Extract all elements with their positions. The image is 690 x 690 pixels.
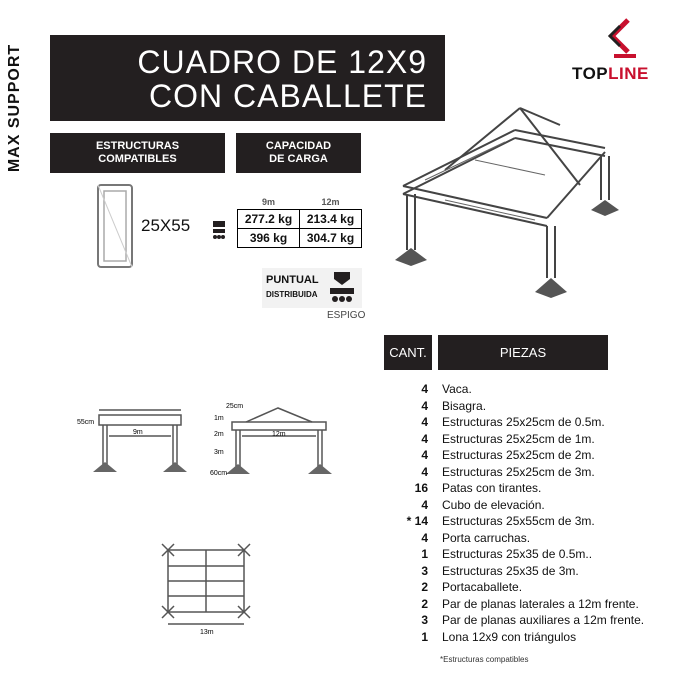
list-item [384, 629, 684, 646]
part-quantity: 4 [421, 530, 428, 545]
part-name: Estructuras 25x55cm de 3m. [442, 514, 595, 528]
part-name: Par de planas laterales a 12m frente. [442, 596, 639, 611]
header-piezas: PIEZAS [438, 335, 608, 370]
part-name: Vaca. [442, 382, 472, 396]
part-name: Estructuras 25x25cm de 1m. [442, 431, 595, 446]
puntual-label: PUNTUAL [266, 274, 319, 286]
title-line-2: CON CABALLETE [149, 78, 427, 114]
list-item [384, 513, 684, 530]
part-quantity: 4 [421, 415, 428, 429]
list-item [384, 546, 684, 563]
list-item [384, 480, 684, 497]
part-name: Par de planas auxiliares a 12m frente. [442, 613, 645, 627]
load-legend [262, 268, 362, 308]
part-quantity: 2 [421, 596, 428, 611]
part-name: Patas con tirantes. [442, 481, 542, 495]
header-cant: CANT. [384, 335, 432, 370]
dim-3m: 3m [214, 449, 224, 456]
list-item [384, 596, 684, 613]
list-item [384, 431, 684, 448]
side-label: MAX SUPPORT [6, 43, 23, 172]
title-line-1: CUADRO DE 12X9 [137, 44, 427, 80]
dim-55cm: 55cm [77, 419, 95, 426]
truss-section-illustration [96, 183, 136, 271]
part-name: Estructuras 25x25cm de 0.5m. [442, 415, 605, 429]
part-name: Estructuras 25x25cm de 3m. [442, 464, 595, 479]
dim-60cm: 60cm [210, 470, 228, 477]
list-item [384, 612, 684, 629]
dim-9m: 9m [133, 429, 143, 436]
part-name: Bisagra. [442, 398, 487, 413]
part-name: Porta carruchas. [442, 530, 531, 545]
cap-cell: 396 kg [238, 229, 300, 248]
espigo-label: ESPIGO [327, 310, 366, 321]
part-quantity: 2 [421, 580, 428, 594]
part-quantity: * 14 [406, 514, 428, 528]
weight-icon [211, 219, 227, 241]
dim-12m: 12m [272, 431, 286, 438]
structure-size: 25X55 [141, 216, 191, 235]
load-icon [328, 270, 356, 306]
truss-3d-illustration [385, 100, 635, 300]
dim-2m: 2m [214, 431, 224, 438]
list-item [384, 579, 684, 596]
list-item [384, 563, 684, 580]
dim-13m: 13m [200, 629, 214, 636]
part-quantity: 1 [421, 629, 428, 644]
header-estructuras: ESTRUCTURAS COMPATIBLES [50, 133, 225, 173]
part-quantity: 4 [421, 448, 428, 462]
cap-col-12m: 12m [321, 197, 340, 207]
list-item [384, 464, 684, 481]
part-quantity: 1 [421, 547, 428, 561]
part-quantity: 4 [421, 464, 428, 479]
brand-name: TOPLINE [572, 64, 649, 83]
list-item [384, 497, 684, 514]
dim-25cm: 25cm [226, 403, 244, 410]
part-name: Estructuras 25x35 de 0.5m.. [442, 547, 593, 561]
parts-list [384, 381, 684, 645]
list-item [384, 414, 684, 431]
front-elevation-drawing [75, 400, 195, 480]
list-item [384, 447, 684, 464]
brand-logo [566, 16, 676, 86]
plan-view-drawing [160, 540, 260, 640]
part-quantity: 16 [414, 481, 428, 495]
part-name: Portacaballete. [442, 580, 523, 594]
list-item [384, 381, 684, 398]
part-name: Cubo de elevación. [442, 497, 545, 512]
cap-col-9m: 9m [261, 197, 275, 207]
part-name: Lona 12x9 con triángulos [442, 629, 577, 644]
part-quantity: 3 [421, 563, 428, 578]
cap-cell: 213.4 kg [300, 210, 362, 229]
capacity-table [237, 195, 362, 248]
part-name: Estructuras 25x35 de 3m. [442, 563, 579, 578]
footnote: *Estructuras compatibles [440, 655, 529, 664]
part-quantity: 3 [421, 613, 428, 627]
list-item [384, 398, 684, 415]
side-elevation-drawing [206, 400, 346, 480]
dim-1m: 1m [214, 415, 224, 422]
distribuida-label: DISTRIBUIDA [266, 290, 318, 299]
header-capacidad: CAPACIDAD DE CARGA [236, 133, 361, 173]
brand-mark-icon [566, 16, 676, 64]
part-quantity: 4 [421, 497, 428, 512]
part-quantity: 4 [421, 398, 428, 413]
part-quantity: 4 [421, 382, 428, 396]
list-item [384, 530, 684, 547]
cap-cell: 304.7 kg [300, 229, 362, 248]
part-quantity: 4 [421, 431, 428, 446]
part-name: Estructuras 25x25cm de 2m. [442, 448, 595, 462]
cap-cell: 277.2 kg [238, 210, 300, 229]
